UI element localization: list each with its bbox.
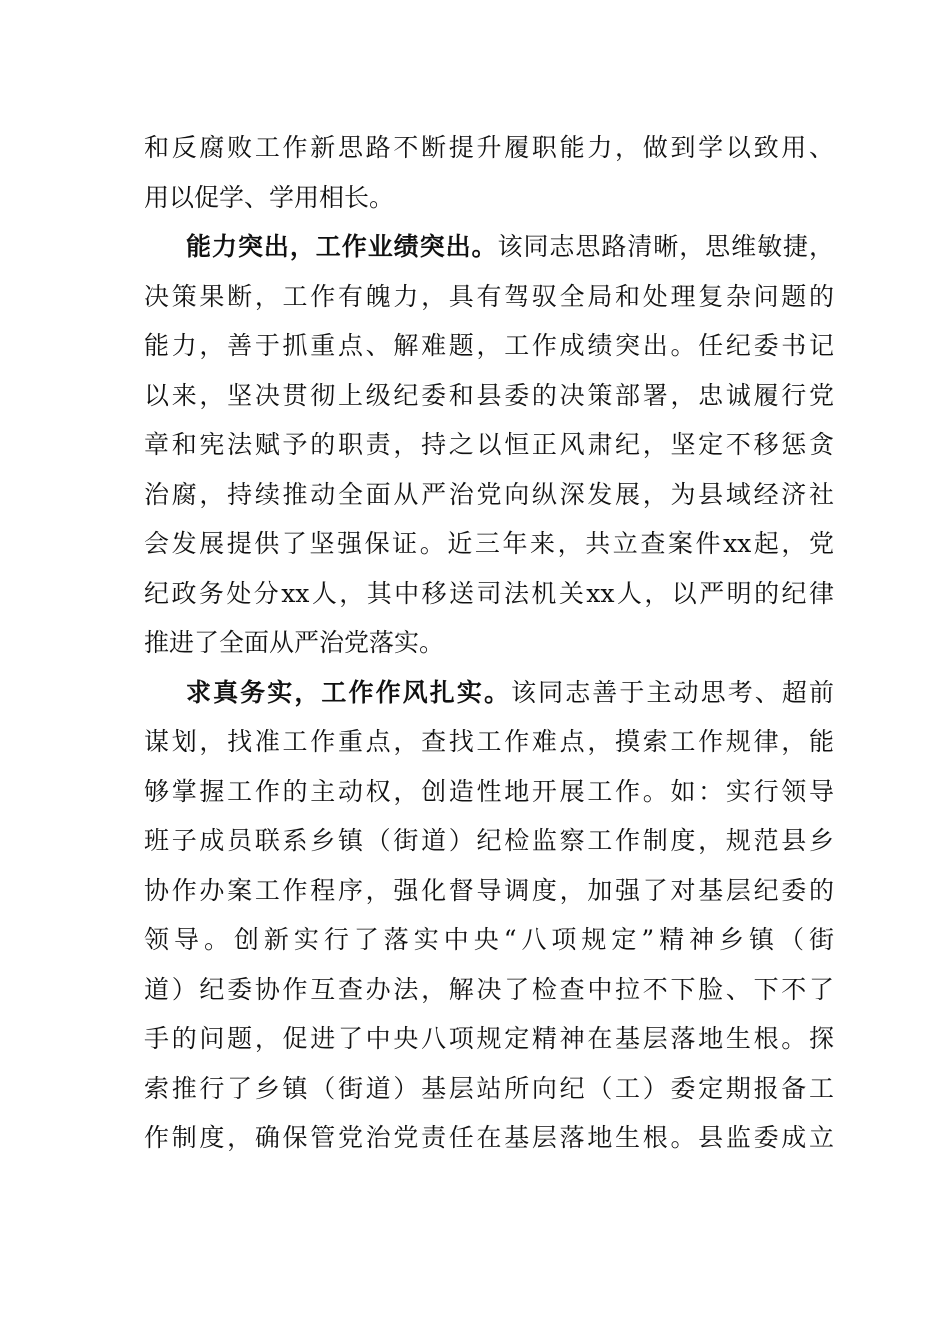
text-line: 以来，坚决贯彻上级纪委和县委的决策部署，忠诚履行党 xyxy=(144,380,834,410)
text-line: 推进了全面从严治党落实。 xyxy=(144,628,445,657)
text-line: 决策果断，工作有魄力，具有驾驭全局和处理复杂问题的 xyxy=(144,281,834,311)
paragraph-2 xyxy=(144,222,834,668)
paragraph-1 xyxy=(144,123,834,222)
document-body xyxy=(144,123,834,1163)
text-line: 索推行了乡镇（街道）基层站所向纪（工）委定期报备工 xyxy=(144,1073,834,1103)
paragraph-text: 该同志思路清晰，思维敏捷， xyxy=(497,232,834,261)
text-line: 谋划，找准工作重点，查找工作难点，摸索工作规律，能 xyxy=(144,727,834,756)
text-line: 作制度，确保管党治党责任在基层落地生根。县监委成立 xyxy=(144,1123,834,1152)
text-line: 领导。创新实行了落实中央“八项规定”精神乡镇（街 xyxy=(144,925,834,954)
text-line: 治腐，持续推动全面从严治党向纵深发展，为县域经济社 xyxy=(144,479,834,509)
paragraph-heading: 求真务实，工作作风扎实。 xyxy=(186,677,512,707)
text-line: 道）纪委协作互查办法，解决了检查中拉不下脸、下不了 xyxy=(144,974,834,1004)
text-line: 用以促学、学用相长。 xyxy=(144,182,395,212)
text-line: 手的问题，促进了中央八项规定精神在基层落地生根。探 xyxy=(144,1024,834,1053)
text-line: 纪政务处分xx人，其中移送司法机关xx人，以严明的纪律 xyxy=(144,578,834,608)
paragraph-3 xyxy=(144,668,834,1163)
text-line: 和反腐败工作新思路不断提升履职能力，做到学以致用、 xyxy=(144,133,834,162)
text-line: 协作办案工作程序，强化督导调度，加强了对基层纪委的 xyxy=(144,875,834,905)
paragraph-text: 该同志善于主动思考、超前 xyxy=(511,677,834,707)
text-line: 班子成员联系乡镇（街道）纪检监察工作制度，规范县乡 xyxy=(144,826,834,855)
text-line: 够掌握工作的主动权，创造性地开展工作。如：实行领导 xyxy=(144,776,834,806)
text-line: 章和宪法赋予的职责，持之以恒正风肃纪，坚定不移惩贪 xyxy=(144,430,834,459)
paragraph-heading: 能力突出，工作业绩突出。 xyxy=(186,232,498,261)
text-line: 能力，善于抓重点、解难题，工作成绩突出。任纪委书记 xyxy=(144,331,834,360)
paragraph-first-line xyxy=(144,668,834,718)
text-line: 会发展提供了坚强保证。近三年来，共立查案件xx起，党 xyxy=(144,529,834,558)
paragraph-first-line xyxy=(144,222,834,272)
